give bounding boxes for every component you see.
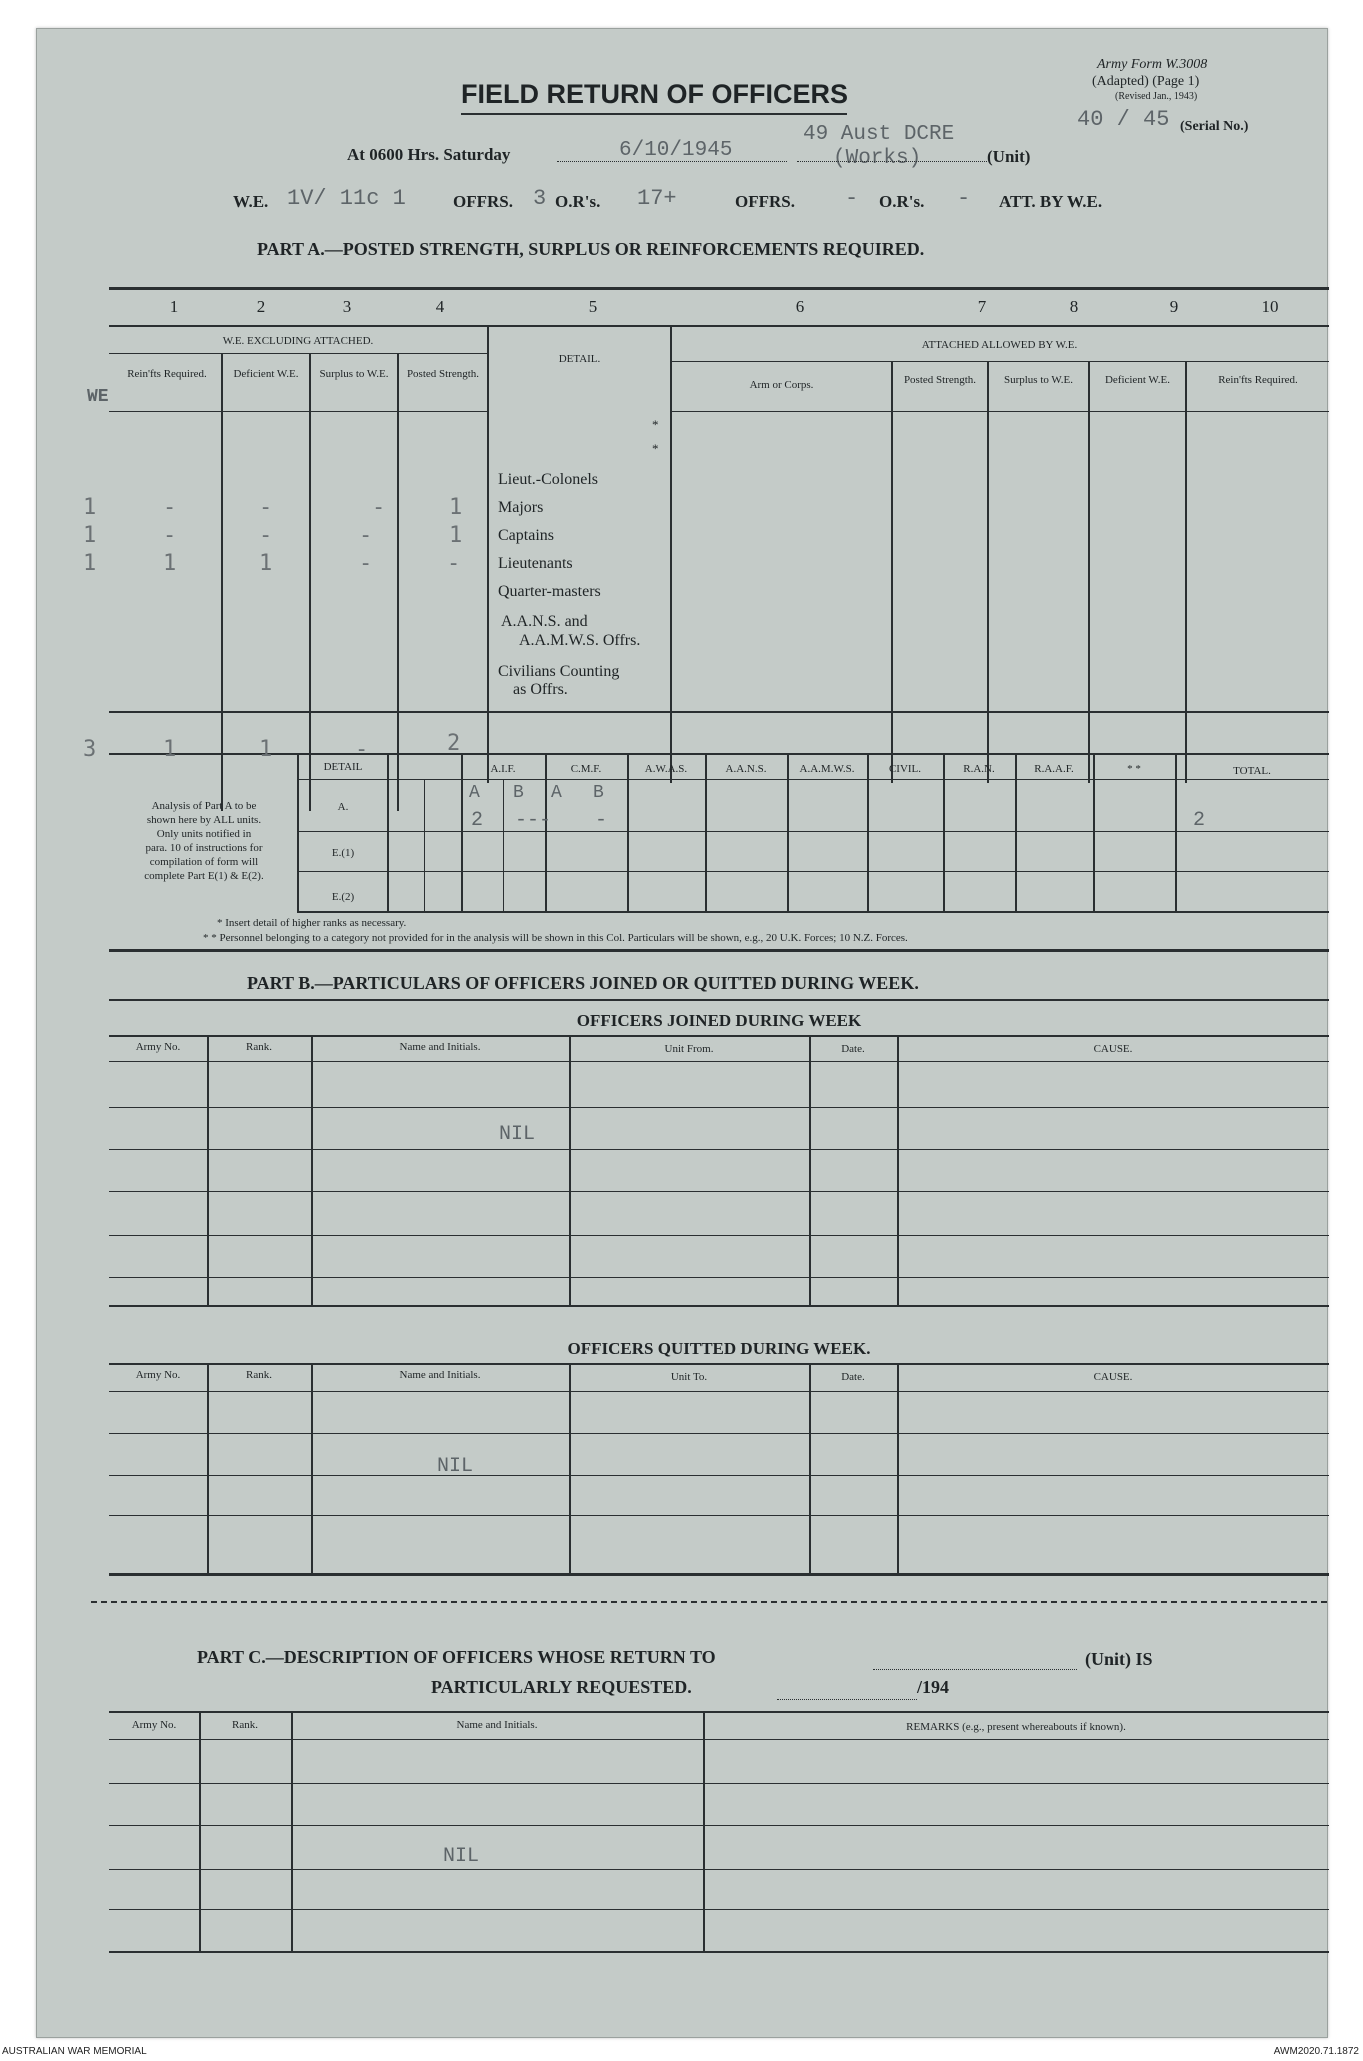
quitted-title: OFFICERS QUITTED DURING WEEK. (567, 1339, 871, 1358)
offrs-label-1: OFFRS. (453, 192, 513, 211)
rank-aans-line2: A.A.M.W.S. Offrs. (519, 632, 641, 649)
rank-civ-line2: as Offrs. (513, 681, 568, 698)
rank-lieutenants: Lieutenants (498, 555, 573, 572)
rank-lt-colonels: Lieut.-Colonels (498, 471, 598, 488)
total-a-value: 2 (1193, 809, 1206, 832)
rank-captains: Captains (498, 527, 554, 544)
column-numbers: 1 2 3 4 5 6 7 8 9 10 (169, 297, 1279, 316)
total-c4: 2 (447, 731, 461, 756)
ors-value-2: - (957, 186, 971, 211)
group-right-header: ATTACHED ALLOWED BY W.E. (921, 339, 1078, 351)
we-margin: WE (87, 387, 109, 407)
aif-b-value: --- (515, 809, 552, 832)
part-c-heading: PART C.—DESCRIPTION OF OFFICERS WHOSE RETURN TO (197, 1647, 716, 1667)
offrs-value-2: - (845, 186, 859, 211)
group-left-header: W.E. EXCLUDING ATTACHED. (222, 335, 374, 347)
unit-field (797, 141, 987, 162)
aif-a-value: 2 (471, 809, 484, 832)
part-c-unit-suffix: (Unit) IS (1085, 1649, 1153, 1669)
we-label: W.E. (233, 192, 269, 211)
header-deficient: Deficient W.E. (233, 368, 299, 380)
asterisk-2: * (652, 441, 659, 456)
form-id-line3: (Revised Jan., 1943) (1115, 91, 1198, 102)
quitted-nil: NIL (437, 1455, 474, 1478)
joined-nil: NIL (499, 1123, 536, 1146)
form-id-line1: Army Form W.3008 (1097, 57, 1208, 72)
header-arm-corps: Arm or Corps. (749, 379, 814, 391)
header-surplus: Surplus to W.E. (319, 368, 389, 380)
we-value: 1V/ 11c 1 (287, 186, 406, 211)
unit-label: (Unit) (987, 147, 1031, 166)
rank-aans-line1: A.A.N.S. and (501, 613, 588, 630)
offrs-label-2: OFFRS. (735, 192, 795, 211)
header-surplus-att: Surplus to W.E. (1003, 374, 1074, 386)
header-detail: DETAIL. (558, 353, 601, 365)
total-c2: 1 (259, 737, 273, 762)
header-deficient-att: Deficient W.E. (1104, 374, 1171, 386)
serial-value: 40 / 45 (1077, 107, 1170, 132)
ors-label-2: O.R's. (879, 192, 925, 211)
part-c-unit-field[interactable] (873, 1649, 1077, 1670)
part-c-date-field[interactable] (777, 1679, 917, 1700)
at-label: At 0600 Hrs. Saturday (347, 145, 511, 164)
unit-value-line2: (Works) (833, 147, 922, 170)
total-c3: - (355, 737, 369, 762)
group-left-rule (109, 353, 487, 354)
date-value: 6/10/1945 (619, 139, 733, 162)
part-a-top-rule (109, 287, 1329, 290)
ors-label-1: O.R's. (555, 192, 601, 211)
offrs-value-1: 3 (533, 186, 547, 211)
footnote-2: * * Personnel belonging to a category not provided for in the analysis will be shown in this Col. Particulars will be shown, e.g., 20 U.K. Forces; 10 N.Z. Forces. (203, 932, 908, 944)
form-id-line2: (Adapted) (Page 1) (1092, 74, 1200, 89)
joined-title: OFFICERS JOINED DURING WEEK (576, 1011, 862, 1030)
part-a-heading: PART A.—POSTED STRENGTH, SURPLUS OR REINFORCEMENTS REQUIRED. (257, 239, 925, 259)
group-right-rule (670, 361, 1329, 362)
tear-line (91, 1601, 1327, 1603)
header-reinfts-att: Rein'fts Required. (1218, 374, 1298, 386)
rank-quartermasters: Quarter-masters (498, 583, 601, 600)
cmf-b-value: - (595, 809, 608, 832)
total-we: 3 (83, 737, 97, 762)
header-posted-att: Posted Strength. (903, 374, 977, 386)
title-underline (461, 113, 847, 115)
att-label: ATT. BY W.E. (999, 192, 1103, 211)
footer-right: AWM2020.71.1872 (1273, 2046, 1359, 2057)
page-title: FIELD RETURN OF OFFICERS (461, 79, 848, 109)
rank-majors: Majors (498, 499, 544, 516)
asterisk-1: * (652, 417, 659, 432)
footnote-1: * Insert detail of higher ranks as necessary. (217, 917, 407, 929)
serial-label: (Serial No.) (1180, 119, 1249, 134)
ors-value-1: 17+ (637, 186, 677, 211)
header-reinfts: Rein'fts Required. (127, 368, 207, 380)
form-paper: Army Form W.3008 (Adapted) (Page 1) (Revised Jan., 1943) 40 / 45 (Serial No.) FIELD RETURN OF OFFICERS At 0600 Hrs. Saturday 6/10/1945 49 Aust DCRE (Works) (Unit) W.E. 1V/ 11c 1 OFFRS. 3 O.R's. 17+ OFFRS. - O.R's. - ATT. BY W.E. PART A.—POSTED STRENGTH, SURPLUS OR REINFORCEMENTS REQUIRED. 1 2 3 4 5 6 7 8 9 10 W.E. EXCLUDING ATTACHED. ATTACHED ALLOWED BY W.E. Rein'fts Required. Deficient W.E. Surplus to W.E. Posted Strength. DETAIL. Arm or Corps. Posted Strength. Surplus to W.E. Deficient W.E. Rein'fts Required. WE * * Lieut.-Colonels Majors Captains Lieutenants Quarter-masters A.A.N.S. and A.A.M.W.S. Offrs. Civilians Counting as Offrs. 1 - - - 1 1 - - - 1 1 1 1 - - 3 1 1 - 2 Analysis of Part A to be shown here by ALL units. Only units notified in para. 10 of instructions for compilation of form will complete Part E(1) & E(2). DETAIL A.I.F. C.M.F. A.W.A.S. A.A.N.S. A.A.M.W.S. CIVIL. R.A.N. R.A.A.F. * * TOTAL. A B A B A. E.(1) E.(2) 2 --- - 2 * Insert detail of higher ranks as necessary. * * Personnel belonging to a category not provided for in the analysis will be shown in this Col. Particulars will be shown, e.g., 20 U.K. Forces; 10 N.Z. Forces. PART B.—PARTICULARS OF OFFICERS JOINED OR QUITTED DURING WEEK. OFFICERS JOINED DURING WEEK Army No. Rank. Name and Initials. Unit From. Date. CAUSE. NIL OFFICERS QUITTED DURING WEEK. Army No. Rank. Name and Initials. Unit To. Date. CAUSE. NIL PART C.—DESCRIPTION OF OFFICERS WHOSE RETURN TO (Unit) IS PARTICULARLY REQUESTED. /194 Army No. Rank. Name and Initials. REMARKS (e.g., present whereabouts if known). NIL (36, 28, 1328, 2038)
part-c-line2: PARTICULARLY REQUESTED. (431, 1677, 692, 1697)
col-number-rule (109, 325, 1329, 327)
total-c1: 1 (163, 737, 177, 762)
analysis-note: Analysis of Part A to be shown here by ALL units. Only units notified in para. 10 of instructions for compilation of form will complete Part E(1) & E(2). (144, 800, 264, 882)
rank-civ-line1: Civilians Counting (498, 663, 620, 680)
part-c-year: /194 (917, 1677, 950, 1697)
unit-value-line1: 49 Aust DCRE (803, 123, 955, 146)
part-c-nil: NIL (443, 1845, 480, 1868)
header-posted: Posted Strength. (406, 368, 480, 380)
part-b-heading: PART B.—PARTICULARS OF OFFICERS JOINED OR QUITTED DURING WEEK. (247, 973, 919, 993)
footer-left: AUSTRALIAN WAR MEMORIAL (2, 2046, 147, 2057)
